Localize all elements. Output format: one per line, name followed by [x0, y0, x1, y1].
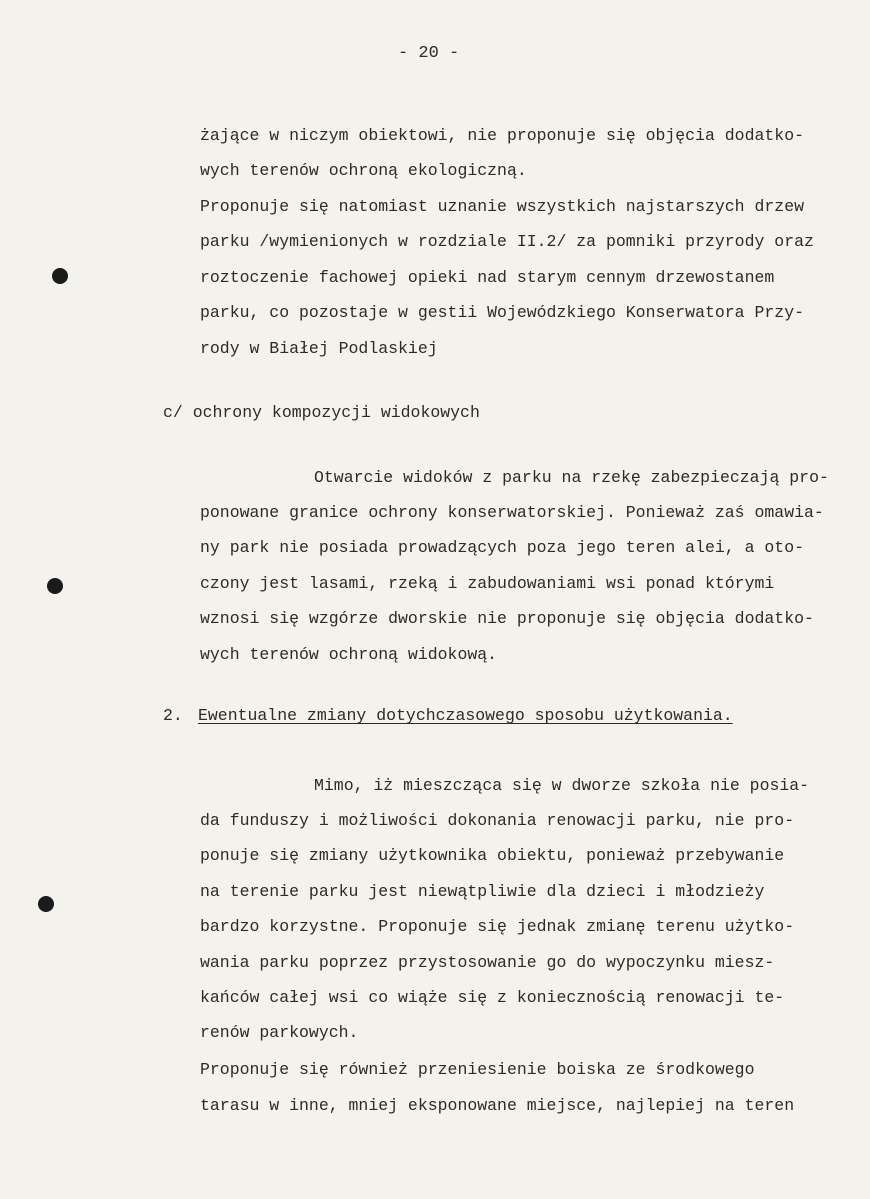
text-line: na terenie parku jest niewątpliwie dla dzieci i młodzieży [200, 882, 765, 901]
section-heading: c/ ochrony kompozycji widokowych [163, 403, 480, 422]
punch-hole [38, 896, 54, 912]
text-line: parku /wymienionych w rozdziale II.2/ za pomniki przyrody oraz [200, 232, 814, 251]
text-line: wych terenów ochroną ekologiczną. [200, 161, 527, 180]
page-number: - 20 - [398, 44, 460, 63]
text-line: ponuje się zmiany użytkownika obiektu, ponieważ przebywanie [200, 846, 785, 865]
section-number: 2. [163, 706, 183, 725]
text-line: czony jest lasami, rzeką i zabudowaniami wsi ponad którymi [200, 574, 775, 593]
text-line: Otwarcie widoków z parku na rzekę zabezpieczają pro- [314, 468, 829, 487]
text-line: kańców całej wsi co wiąże się z koniecznością renowacji te- [200, 988, 785, 1007]
punch-hole [52, 268, 68, 284]
text-line: Proponuje się również przeniesienie boiska ze środkowego [200, 1060, 755, 1079]
text-line: ponowane granice ochrony konserwatorskiej. Ponieważ zaś omawia- [200, 503, 824, 522]
section-title: Ewentualne zmiany dotychczasowego sposobu użytkowania. [198, 706, 733, 725]
text-line: Proponuje się natomiast uznanie wszystkich najstarszych drzew [200, 197, 804, 216]
text-line: roztoczenie fachowej opieki nad starym cennym drzewostanem [200, 268, 775, 287]
text-line: tarasu w inne, mniej eksponowane miejsce, najlepiej na teren [200, 1096, 795, 1115]
text-line: bardzo korzystne. Proponuje się jednak zmianę terenu użytko- [200, 917, 795, 936]
text-line: parku, co pozostaje w gestii Wojewódzkiego Konserwatora Przy- [200, 303, 804, 322]
text-line: wania parku poprzez przystosowanie go do wypoczynku miesz- [200, 953, 775, 972]
text-line: Mimo, iż mieszcząca się w dworze szkoła nie posia- [314, 776, 810, 795]
text-line: rody w Białej Podlaskiej [200, 339, 438, 358]
punch-hole [47, 578, 63, 594]
text-line: żające w niczym obiektowi, nie proponuje się objęcia dodatko- [200, 126, 804, 145]
text-line: wych terenów ochroną widokową. [200, 645, 498, 664]
text-line: da funduszy i możliwości dokonania renowacji parku, nie pro- [200, 811, 795, 830]
text-line: wznosi się wzgórze dworskie nie proponuje się objęcia dodatko- [200, 609, 814, 628]
text-line: ny park nie posiada prowadzących poza jego teren alei, a oto- [200, 538, 804, 557]
text-line: renów parkowych. [200, 1023, 359, 1042]
